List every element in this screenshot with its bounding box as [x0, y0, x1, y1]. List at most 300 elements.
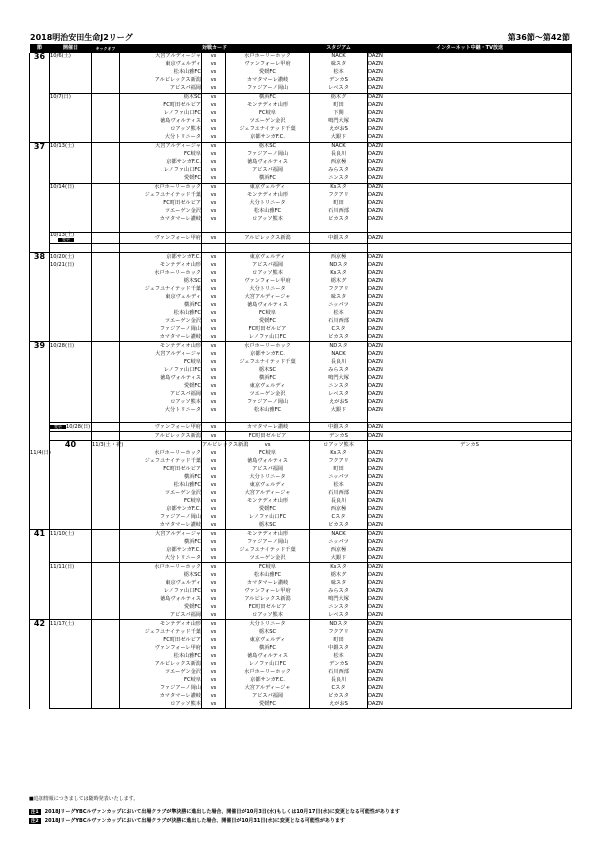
away-team: 水戸ホーリーホック	[226, 53, 310, 61]
table-row	[30, 449, 572, 457]
broadcast: DAZN	[368, 668, 572, 676]
kickoff-time	[92, 261, 120, 269]
empty-cell	[310, 224, 368, 233]
match-date	[50, 611, 92, 620]
match-date	[30, 513, 50, 521]
vs-label: vs	[202, 85, 226, 94]
stadium: デンカS	[310, 77, 368, 85]
stadium: ピカスタ	[310, 521, 368, 530]
table-row	[30, 118, 572, 126]
footnote-2-text: 2018JリーグYBCルヴァンカップにおいて出場クラブが決勝に進出した場合、開催日が10月31日(水)に変更となる可能性があります	[44, 818, 345, 824]
stadium: ニッパツ	[310, 301, 368, 309]
kickoff-time	[92, 676, 120, 684]
broadcast: DAZN	[368, 192, 572, 200]
home-team: ファジアーノ岡山	[120, 513, 202, 521]
vs-label: vs	[202, 261, 226, 269]
kickoff-time	[92, 546, 120, 554]
kickoff-time	[92, 216, 120, 224]
home-team: FC岐阜	[120, 151, 202, 159]
away-team: 水戸ホーリーホック	[226, 668, 310, 676]
kickoff-time	[92, 579, 120, 587]
match-date	[50, 285, 92, 293]
away-team: 愛媛FC	[226, 317, 310, 325]
kickoff-time	[92, 406, 120, 414]
footnote-1	[29, 808, 400, 815]
table-row	[30, 77, 572, 85]
table-row	[30, 277, 572, 285]
broadcast: DAZN	[368, 253, 572, 262]
stadium: 長良川	[310, 676, 368, 684]
away-team: FC岐阜	[226, 563, 310, 572]
match-date	[50, 652, 92, 660]
away-team: モンテディオ山形	[226, 102, 310, 110]
vs-label: vs	[202, 652, 226, 660]
home-team: ジェフユナイテッド千葉	[120, 192, 202, 200]
home-team: モンテディオ山形	[120, 620, 202, 629]
empty-cell	[92, 224, 120, 233]
kickoff-time	[92, 497, 120, 505]
stadium: 松本	[310, 652, 368, 660]
table-row	[30, 85, 572, 94]
home-team: カマタマーレ讃岐	[120, 333, 202, 342]
kickoff-time	[92, 692, 120, 700]
empty-cell	[50, 414, 92, 423]
match-date: 11/10(土)	[50, 530, 92, 539]
table-row	[30, 538, 572, 546]
vs-label: vs	[202, 94, 226, 103]
vs-label: vs	[202, 317, 226, 325]
vs-label: vs	[202, 571, 226, 579]
match-date	[50, 175, 92, 184]
empty-cell	[202, 414, 226, 423]
broadcast: DAZN	[368, 85, 572, 94]
table-row	[30, 382, 572, 390]
table-row	[30, 325, 572, 333]
away-team: カマタマーレ讃岐	[226, 77, 310, 85]
table-row	[30, 554, 572, 563]
empty-cell	[120, 224, 202, 233]
match-date	[50, 358, 92, 366]
kickoff-time	[92, 285, 120, 293]
away-team: 大分トリニータ	[226, 285, 310, 293]
stadium: ニッパツ	[310, 473, 368, 481]
vs-label: vs	[202, 700, 226, 709]
match-date: 10/14(日)	[50, 184, 92, 193]
vs-label: vs	[202, 457, 226, 465]
away-team: ファジアーノ岡山	[226, 151, 310, 159]
home-team: ヴァンフォーレ甲府	[120, 233, 202, 244]
home-team: モンテディオ山形	[120, 261, 202, 269]
broadcast: DAZN	[368, 587, 572, 595]
vs-label: vs	[202, 449, 226, 457]
vs-label: vs	[202, 366, 226, 374]
stadium: 味スタ	[310, 579, 368, 587]
match-date	[50, 660, 92, 668]
vs-label: vs	[202, 644, 226, 652]
vs-label: vs	[202, 167, 226, 175]
table-row	[30, 175, 572, 184]
vs-label: vs	[226, 441, 310, 450]
away-team: 徳島ヴォルティス	[226, 457, 310, 465]
table-row	[30, 94, 572, 103]
table-row	[30, 285, 572, 293]
stadium: 石川西部	[310, 668, 368, 676]
away-team: 徳島ヴォルティス	[226, 301, 310, 309]
match-date	[50, 571, 92, 579]
home-team: 京都サンガF.C.	[120, 253, 202, 262]
vs-label: vs	[202, 159, 226, 167]
match-date	[50, 333, 92, 342]
home-team: レノファ山口FC	[120, 587, 202, 595]
broadcast: DAZN	[368, 77, 572, 85]
vs-label: vs	[202, 390, 226, 398]
home-team: 松本山雅FC	[120, 309, 202, 317]
match-date	[50, 366, 92, 374]
broadcast: DAZN	[368, 151, 572, 159]
round-range: 第36節～第42節	[507, 33, 570, 42]
kickoff-time	[120, 441, 202, 450]
home-team: ジェフユナイテッド千葉	[120, 285, 202, 293]
stadium: 大銀ド	[310, 554, 368, 563]
broadcast: DAZN	[368, 390, 572, 398]
schedule-table	[29, 44, 572, 709]
away-team: ヴァンフォーレ甲府	[226, 61, 310, 69]
home-team: FC岐阜	[120, 497, 202, 505]
match-date	[50, 293, 92, 301]
kickoff-time	[92, 102, 120, 110]
kickoff-time	[92, 636, 120, 644]
vs-label: vs	[202, 53, 226, 61]
home-team: 愛媛FC	[120, 175, 202, 184]
home-team: レノファ山口FC	[120, 110, 202, 118]
broadcast: DAZN	[368, 595, 572, 603]
stadium: 石川西部	[310, 208, 368, 216]
broadcast: DAZN	[368, 382, 572, 390]
broadcast: DAZN	[368, 530, 572, 539]
stadium: 町田	[310, 636, 368, 644]
away-team: ファジアーノ岡山	[226, 538, 310, 546]
table-row	[30, 69, 572, 77]
stadium: 中銀スタ	[310, 644, 368, 652]
stadium: 石川西部	[310, 317, 368, 325]
broadcast: DAZN	[368, 505, 572, 513]
stadium: 鳴門大塚	[310, 374, 368, 382]
home-team: 京都サンガF.C.	[120, 505, 202, 513]
match-date: 10/28(日)	[50, 342, 92, 351]
stadium: NACK	[310, 350, 368, 358]
match-date	[50, 628, 92, 636]
vs-label: vs	[202, 374, 226, 382]
kickoff-time	[92, 563, 120, 572]
vs-label: vs	[202, 342, 226, 351]
away-team: ヴァンフォーレ甲府	[226, 277, 310, 285]
kickoff-time	[92, 167, 120, 175]
match-date	[50, 301, 92, 309]
stadium: フクアリ	[310, 457, 368, 465]
home-team: 東京ヴェルディ	[120, 293, 202, 301]
table-row	[30, 184, 572, 193]
match-date	[50, 277, 92, 285]
home-team: ファジアーノ岡山	[120, 325, 202, 333]
round-number: 41	[30, 530, 50, 620]
kickoff-time	[92, 293, 120, 301]
kickoff-time	[92, 628, 120, 636]
stadium: Cスタ	[310, 513, 368, 521]
stadium: Ksスタ	[310, 449, 368, 457]
kickoff-time	[92, 513, 120, 521]
vs-label: vs	[202, 554, 226, 563]
away-team: 水戸ホーリーホック	[226, 342, 310, 351]
home-team: 徳島ヴォルティス	[120, 374, 202, 382]
away-team: 大宮アルディージャ	[226, 684, 310, 692]
broadcast: DAZN	[368, 406, 572, 414]
vs-label: vs	[202, 233, 226, 244]
match-date	[50, 595, 92, 603]
vs-label: vs	[202, 200, 226, 208]
table-row	[30, 530, 572, 539]
kickoff-time	[92, 595, 120, 603]
broadcast: DAZN	[368, 216, 572, 224]
kickoff-time	[92, 473, 120, 481]
page-title: 2018明治安田生命J2リーグ	[30, 33, 133, 42]
home-team: 松本山雅FC	[120, 481, 202, 489]
vs-label: vs	[202, 277, 226, 285]
stadium: Ksスタ	[310, 184, 368, 193]
broadcast: DAZN	[368, 481, 572, 489]
broadcast: DAZN	[368, 652, 572, 660]
match-date	[50, 85, 92, 94]
stadium: 町田	[310, 200, 368, 208]
home-team: 栃木SC	[120, 571, 202, 579]
kickoff-time	[92, 571, 120, 579]
away-team: 栃木SC	[226, 366, 310, 374]
stadium: フクアリ	[310, 192, 368, 200]
stadium: 下関	[310, 110, 368, 118]
away-team: 栃木SC	[226, 143, 310, 152]
broadcast: DAZN	[368, 342, 572, 351]
table-row	[30, 110, 572, 118]
table-row	[30, 644, 572, 652]
stadium: 松本	[310, 309, 368, 317]
away-team: 東京ヴェルディ	[226, 253, 310, 262]
kickoff-time	[92, 269, 120, 277]
table-row	[30, 595, 572, 603]
broadcast: DAZN	[368, 628, 572, 636]
match-date	[50, 554, 92, 563]
table-row	[30, 571, 572, 579]
stadium: フクアリ	[310, 285, 368, 293]
kickoff-time	[92, 175, 120, 184]
stadium: 味スタ	[310, 61, 368, 69]
table-row	[30, 333, 572, 342]
vs-label: vs	[202, 595, 226, 603]
kickoff-time	[92, 301, 120, 309]
match-date	[30, 505, 50, 513]
kickoff-time	[92, 325, 120, 333]
broadcast: DAZN	[368, 554, 572, 563]
kickoff-time	[92, 358, 120, 366]
col-date: 開催日	[50, 44, 92, 53]
home-team: レノファ山口FC	[120, 366, 202, 374]
round-number: 42	[30, 620, 50, 709]
table-row	[30, 200, 572, 208]
vs-label: vs	[202, 69, 226, 77]
vs-label: vs	[202, 382, 226, 390]
match-date	[50, 636, 92, 644]
kickoff-time	[92, 151, 120, 159]
home-team: アビスパ福岡	[120, 390, 202, 398]
match-date	[30, 473, 50, 481]
broadcast: DAZN	[368, 233, 572, 244]
stadium: レベスタ	[310, 390, 368, 398]
stadium: 中銀スタ	[310, 233, 368, 244]
home-team: 徳島ヴォルティス	[120, 595, 202, 603]
vs-label: vs	[202, 546, 226, 554]
stadium: NDスタ	[310, 620, 368, 629]
stadium: レベスタ	[310, 85, 368, 94]
kickoff-time	[92, 603, 120, 611]
broadcast: DAZN	[368, 423, 572, 432]
stadium: 鳴門大塚	[310, 595, 368, 603]
table-row	[30, 513, 572, 521]
table-row	[30, 660, 572, 668]
away-team: 松本山雅FC	[226, 406, 310, 414]
table-row	[30, 546, 572, 554]
home-team: 大分トリニータ	[120, 406, 202, 414]
vs-label: vs	[202, 432, 226, 441]
vs-label: vs	[202, 350, 226, 358]
empty-cell	[368, 244, 572, 253]
home-team: アビスパ福岡	[120, 85, 202, 94]
broadcast: DAZN	[368, 563, 572, 572]
table-row	[30, 473, 572, 481]
vs-label: vs	[202, 333, 226, 342]
away-team: 横浜FC	[226, 374, 310, 382]
footnote-1-text: 2018JリーグYBCルヴァンカップにおいて出場クラブが準決勝に進出した場合、開催日が10月3日(水)もしくは10月17日(水)に変更となる可能性があります	[44, 809, 400, 815]
broadcast: DAZN	[368, 358, 572, 366]
match-date	[50, 644, 92, 652]
col-kickoff: キックオフ	[92, 44, 120, 53]
kickoff-time	[92, 61, 120, 69]
table-row	[30, 167, 572, 175]
broadcast: DAZN	[368, 293, 572, 301]
empty-cell	[50, 244, 92, 253]
home-team: ツエーゲン金沢	[120, 208, 202, 216]
away-team: 松本山雅FC	[226, 571, 310, 579]
away-team: 東京ヴェルディ	[226, 184, 310, 193]
broadcast: DAZN	[368, 69, 572, 77]
table-row	[30, 342, 572, 351]
stadium: 長良川	[310, 151, 368, 159]
home-team: ヴァンフォーレ甲府	[120, 423, 202, 432]
kickoff-time	[92, 390, 120, 398]
empty-cell	[226, 244, 310, 253]
stadium: 長良川	[310, 497, 368, 505]
stadium: 栃木グ	[310, 277, 368, 285]
vs-label: vs	[202, 77, 226, 85]
table-row	[30, 151, 572, 159]
home-team: 松本山雅FC	[120, 652, 202, 660]
table-row	[30, 423, 572, 432]
table-row	[30, 652, 572, 660]
home-team: ツエーゲン金沢	[120, 668, 202, 676]
footnote-2-tag: 注2	[31, 819, 39, 824]
broadcast: DAZN	[368, 374, 572, 382]
spacer-row	[30, 224, 572, 233]
empty-cell	[120, 244, 202, 253]
table-row	[30, 317, 572, 325]
match-date	[30, 465, 50, 473]
table-row	[30, 611, 572, 620]
away-team: レノファ山口FC	[226, 513, 310, 521]
away-team: 栃木SC	[226, 521, 310, 530]
stadium: みらスタ	[310, 167, 368, 175]
match-date	[50, 350, 92, 358]
vs-label: vs	[202, 587, 226, 595]
home-team: 大宮アルディージャ	[120, 53, 202, 61]
away-team: ロアッソ熊本	[226, 269, 310, 277]
stadium: Ksスタ	[310, 269, 368, 277]
home-team: FC町田ゼルビア	[120, 636, 202, 644]
vs-label: vs	[202, 465, 226, 473]
home-team: 栃木SC	[120, 94, 202, 103]
vs-label: vs	[202, 184, 226, 193]
stadium: 大銀ド	[310, 406, 368, 414]
away-team: 横浜FC	[226, 94, 310, 103]
kickoff-time	[92, 200, 120, 208]
away-team: FC町田ゼルビア	[226, 432, 310, 441]
broadcast: DAZN	[368, 513, 572, 521]
kickoff-time	[92, 668, 120, 676]
away-team: FC岐阜	[226, 110, 310, 118]
kickoff-time	[92, 192, 120, 200]
kickoff-time	[92, 398, 120, 406]
home-team: カマタマーレ讃岐	[120, 521, 202, 530]
kickoff-time	[92, 53, 120, 61]
kickoff-time	[92, 489, 120, 497]
stadium: 鳴門大塚	[310, 118, 368, 126]
broadcast: DAZN	[368, 449, 572, 457]
table-row	[30, 208, 572, 216]
away-team: モンテディオ山形	[226, 530, 310, 539]
broadcast: DAZN	[368, 110, 572, 118]
kickoff-time	[92, 700, 120, 709]
vs-label: vs	[202, 175, 226, 184]
stadium: ピカスタ	[310, 216, 368, 224]
vs-label: vs	[202, 216, 226, 224]
away-team: ジェフユナイテッド千葉	[226, 546, 310, 554]
table-row	[30, 358, 572, 366]
stadium: Cスタ	[310, 325, 368, 333]
away-team: 愛媛FC	[226, 69, 310, 77]
away-team: 大分トリニータ	[226, 200, 310, 208]
away-team: FC町田ゼルビア	[226, 325, 310, 333]
table-row	[30, 521, 572, 530]
away-team: ロアッソ熊本	[226, 611, 310, 620]
col-match: 対戦カード	[120, 44, 310, 53]
table-row	[30, 53, 572, 61]
table-row	[30, 628, 572, 636]
vs-label: vs	[202, 118, 226, 126]
away-team: ヴァンフォーレ甲府	[226, 587, 310, 595]
broadcast: DAZN	[368, 126, 572, 134]
vs-label: vs	[202, 143, 226, 152]
away-team: 愛媛FC	[226, 505, 310, 513]
stadium: ニンスタ	[310, 603, 368, 611]
stadium: デンカS	[310, 660, 368, 668]
home-team: ファジアーノ岡山	[120, 684, 202, 692]
vs-label: vs	[202, 603, 226, 611]
